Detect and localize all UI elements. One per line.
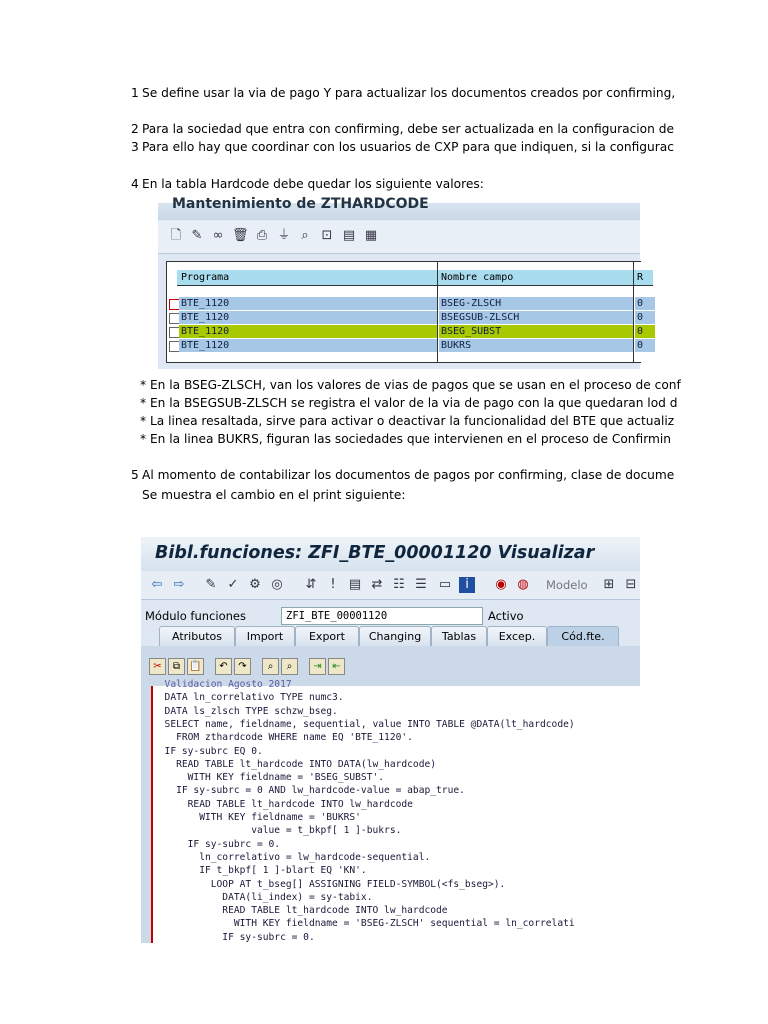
modelo-button[interactable]: Modelo <box>546 578 588 592</box>
code-line: IF sy-subrc EQ 0. <box>153 745 263 757</box>
cell-campo: BSEGSUB-ZLSCH <box>439 311 633 324</box>
edit-icon[interactable]: ✎ <box>205 577 217 592</box>
search-icon[interactable]: ⌕ <box>301 228 309 243</box>
pretty-printer-icon[interactable]: ◍ <box>517 577 529 592</box>
module-label: Módulo funciones <box>145 609 246 623</box>
bullet-4: * En la linea BUKRS, figuran las sociedades que intervienen en el proceso de Confirmin <box>140 432 671 446</box>
code-line: WITH KEY fieldname = 'BSEG-ZLSCH' sequential = ln_correlati <box>153 918 575 930</box>
code-line: value = t_bkpf[ 1 ]-bukrs. <box>153 825 402 837</box>
new-entry-icon[interactable]: 🗋 <box>170 228 182 243</box>
copy-icon[interactable]: ⧉ <box>168 658 185 675</box>
insert-icon[interactable]: ⊞ <box>603 577 615 592</box>
save-block-icon[interactable]: ⇤ <box>328 658 345 675</box>
find-next-icon[interactable]: ⌕ <box>281 658 298 675</box>
stack-icon[interactable]: ☰ <box>415 577 427 592</box>
insert-block-icon[interactable]: ⇥ <box>309 658 326 675</box>
toolbar <box>158 221 640 254</box>
column-divider <box>633 262 634 362</box>
column-divider <box>437 262 438 362</box>
cell-programa: BTE_1120 <box>179 311 437 324</box>
paragraph-2-text: Para la sociedad que entra con confirming, debe ser actualizada en la configuracion de <box>142 122 674 136</box>
paragraph-4: 4 En la tabla Hardcode debe quedar los siguiente valores: <box>131 177 484 191</box>
check-icon[interactable]: ✓ <box>227 577 239 592</box>
paragraph-5-text: Al momento de contabilizar los documentos de pagos por confirming, clase de docume <box>142 468 675 482</box>
module-field[interactable]: ZFI_BTE_00001120 <box>281 607 483 625</box>
source-code-panel <box>141 646 640 943</box>
paragraph-1-text: Se define usar la via de pago Y para actualizar los documentos creados por confirming, <box>142 86 676 100</box>
column-header-r[interactable]: R <box>633 270 653 286</box>
test-icon[interactable]: ◎ <box>271 577 283 592</box>
hardcode-grid <box>166 261 644 363</box>
activate-icon[interactable]: ⚙ <box>249 577 261 592</box>
code-line: READ TABLE lt_hardcode INTO lw_hardcode <box>153 798 413 810</box>
cell-r: 0 <box>635 325 655 338</box>
code-line: IF sy-subrc = 0. <box>153 931 315 943</box>
layout-icon[interactable]: ▦ <box>364 228 378 243</box>
code-line: Validacion Agosto 2017 <box>153 679 292 690</box>
code-line: DATA(li_index) = sy-tabix. <box>153 891 373 903</box>
paragraph-3-text: Para ello hay que coordinar con los usuarios de CXP para que indiquen, si la configurac <box>142 140 674 154</box>
column-header-nombre-campo[interactable]: Nombre campo <box>437 270 633 286</box>
forward-icon[interactable]: ⇨ <box>173 577 185 592</box>
cell-r: 0 <box>635 311 655 324</box>
info-icon[interactable]: i <box>459 577 475 593</box>
back-icon[interactable]: ⇦ <box>151 577 163 592</box>
code-line: ln_correlativo = lw_hardcode-sequential. <box>153 851 431 863</box>
code-line: DATA ln_correlativo TYPE numc3. <box>153 692 344 704</box>
code-line: LOOP AT t_bseg[] ASSIGNING FIELD-SYMBOL(<fs_bseg>). <box>153 878 506 890</box>
paste-icon[interactable]: 📋 <box>187 658 204 675</box>
redo-icon[interactable]: ↷ <box>234 658 251 675</box>
find-icon[interactable]: ⌕ <box>262 658 279 675</box>
paragraph-4-text: En la tabla Hardcode debe quedar los siguiente valores: <box>142 177 484 191</box>
cell-campo: BSEG_SUBST <box>439 325 633 338</box>
tab-import[interactable]: Import <box>235 626 295 646</box>
tab-codigo-fuente[interactable]: Cód.fte. <box>547 626 619 646</box>
bullet-2: * En la BSEGSUB-ZLSCH se registra el valor de la via de pago con la que quedaran lod d <box>140 396 678 410</box>
bullet-3: * La linea resaltada, sirve para activar o deactivar la funcionalidad del BTE que actualiz <box>140 414 675 428</box>
cell-r: 0 <box>635 339 655 352</box>
where-used-icon[interactable]: ⇵ <box>305 577 317 592</box>
code-line: IF sy-subrc = 0. <box>153 838 281 850</box>
cell-programa: BTE_1120 <box>179 325 437 338</box>
copy-icon[interactable]: ⊟ <box>625 577 637 592</box>
glasses-icon[interactable]: ∞ <box>212 228 224 243</box>
cell-campo: BSEG-ZLSCH <box>439 297 633 310</box>
fullscreen-icon[interactable]: ▭ <box>438 577 452 592</box>
cell-programa: BTE_1120 <box>179 297 437 310</box>
title-bar <box>141 537 640 571</box>
breakpoint-icon[interactable]: ! <box>330 577 336 592</box>
window-title: Bibl.funciones: ZFI_BTE_00001120 Visualizar <box>155 543 595 563</box>
code-line: FROM zthardcode WHERE name EQ 'BTE_1120'. <box>153 732 413 744</box>
paragraph-5: 5 Al momento de contabilizar los documentos de pagos por confirming, clase de docume <box>131 468 675 482</box>
cell-campo: BUKRS <box>439 339 633 352</box>
cell-r: 0 <box>635 297 655 310</box>
code-line: DATA ls_zlsch TYPE schzw_bseg. <box>153 705 338 717</box>
paragraph-5-continuation: Se muestra el cambio en el print siguiente: <box>142 488 406 502</box>
bullet-1: * En la BSEG-ZLSCH, van los valores de vias de pagos que se usan en el proceso de conf <box>140 378 681 392</box>
code-line: IF sy-subrc = 0 AND lw_hardcode-value = abap_true. <box>153 785 465 797</box>
tab-changing[interactable]: Changing <box>359 626 431 646</box>
title-bar <box>158 196 640 220</box>
tab-strip <box>141 626 640 646</box>
column-header-programa[interactable]: Programa <box>177 270 437 286</box>
cut-icon[interactable]: ✂ <box>149 658 166 675</box>
tab-export[interactable]: Export <box>295 626 359 646</box>
code-line: READ TABLE lt_hardcode INTO DATA(lw_hardcode) <box>153 758 437 770</box>
module-row <box>141 601 640 629</box>
tab-tablas[interactable]: Tablas <box>431 626 487 646</box>
code-line: READ TABLE lt_hardcode INTO lw_hardcode <box>153 905 448 917</box>
edit-icon[interactable]: ✎ <box>191 228 203 243</box>
paragraph-3: 3 Para ello hay que coordinar con los usuarios de CXP para que indiquen, si la configurac <box>131 140 674 154</box>
print-icon[interactable]: ⎙ <box>256 228 268 243</box>
delete-icon[interactable]: 🗑 <box>232 228 249 243</box>
tab-atributos[interactable]: Atributos <box>159 626 235 646</box>
function-module-screenshot <box>141 537 640 943</box>
window-title: Mantenimiento de ZTHARDCODE <box>172 196 429 212</box>
paragraph-2: 2 Para la sociedad que entra con confirming, debe ser actualizada en la configuracion de <box>131 122 674 136</box>
pattern-icon[interactable]: ◉ <box>495 577 507 592</box>
code-editor[interactable] <box>151 679 642 943</box>
tab-excep[interactable]: Excep. <box>487 626 547 646</box>
hierarchy-icon[interactable]: ☷ <box>393 577 405 592</box>
filter-icon[interactable]: ⏚ <box>277 228 291 243</box>
export-icon[interactable]: ▤ <box>342 228 356 243</box>
hardcode-table-screenshot <box>158 196 644 369</box>
find-next-icon[interactable]: ⊡ <box>321 228 333 243</box>
paragraph-1: 1 Se define usar la via de pago Y para actualizar los documentos creados por confirming, <box>131 86 676 100</box>
code-line: WITH KEY fieldname = 'BUKRS' <box>153 812 361 823</box>
code-line: SELECT name, fieldname, sequential, value INTO TABLE @DATA(lt_hardcode) <box>153 718 575 730</box>
code-line: WITH KEY fieldname = 'BSEG_SUBST'. <box>153 772 385 784</box>
status-label: Activo <box>488 609 524 623</box>
navigation-icon[interactable]: ⇄ <box>371 577 383 592</box>
code-line: IF t_bkpf[ 1 ]-blart EQ 'KN'. <box>153 865 367 877</box>
object-list-icon[interactable]: ▤ <box>348 577 362 592</box>
undo-icon[interactable]: ↶ <box>215 658 232 675</box>
cell-programa: BTE_1120 <box>179 339 437 352</box>
toolbar <box>141 571 640 600</box>
